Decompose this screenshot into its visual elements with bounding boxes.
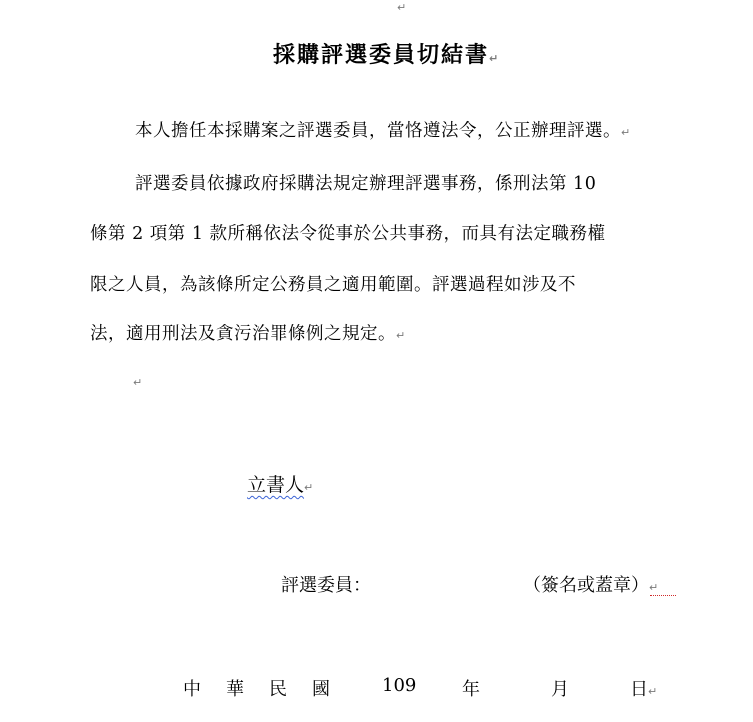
date-char-guo: 國 <box>312 679 330 700</box>
paragraph-mark: ↵ <box>304 481 314 494</box>
law-paragraph-line-4 <box>90 320 406 345</box>
date-day-unit: 日 <box>630 679 648 700</box>
paragraph-mark: ↵ <box>489 52 501 65</box>
date-year: 109 <box>382 675 417 696</box>
law-paragraph-line-2: 條第 2 項第 1 款所稱依法令從事於公共事務，而具有法定職務權 <box>90 224 606 244</box>
signatory-line <box>247 470 313 497</box>
date-month-unit: 月 <box>551 679 569 700</box>
paragraph-mark: ↵ <box>396 329 406 342</box>
date-char-hua: 華 <box>226 679 244 700</box>
paragraph-mark: ↵ <box>397 1 407 14</box>
paragraph-mark: ↵ <box>648 685 658 698</box>
paragraph-mark: ↵ <box>621 126 631 139</box>
date-char-zhong: 中 <box>183 679 201 700</box>
law-paragraph-line-3: 限之人員，為該條所定公務員之適用範圍。評選過程如涉及不 <box>90 275 576 295</box>
date-char-min: 民 <box>269 679 287 700</box>
law-paragraph-line-1: 評選委員依據政府採購法規定辦理評選事務，係刑法第 10 <box>135 174 597 194</box>
law-paragraph-line-4-text: 法，適用刑法及貪污治罪條例之規定。 <box>90 324 396 344</box>
document-title <box>273 38 500 69</box>
paragraph-mark: ↵ <box>133 376 143 389</box>
paragraph-mark: ↵ <box>649 581 659 594</box>
date-day <box>630 675 657 701</box>
pledge-text: 本人擔任本採購案之評選委員，當恪遵法令，公正辦理評選。 <box>135 121 621 141</box>
signature-note <box>523 571 658 597</box>
sign-note-text: （簽名或蓋章） <box>523 575 649 596</box>
title-text: 採購評選委員切結書 <box>273 42 490 68</box>
spell-check-underline <box>650 589 676 596</box>
member-label: 評選委員： <box>281 575 371 596</box>
date-year-unit: 年 <box>462 679 480 700</box>
pledge-paragraph <box>135 117 631 142</box>
signatory-label: 立書人 <box>247 474 305 496</box>
